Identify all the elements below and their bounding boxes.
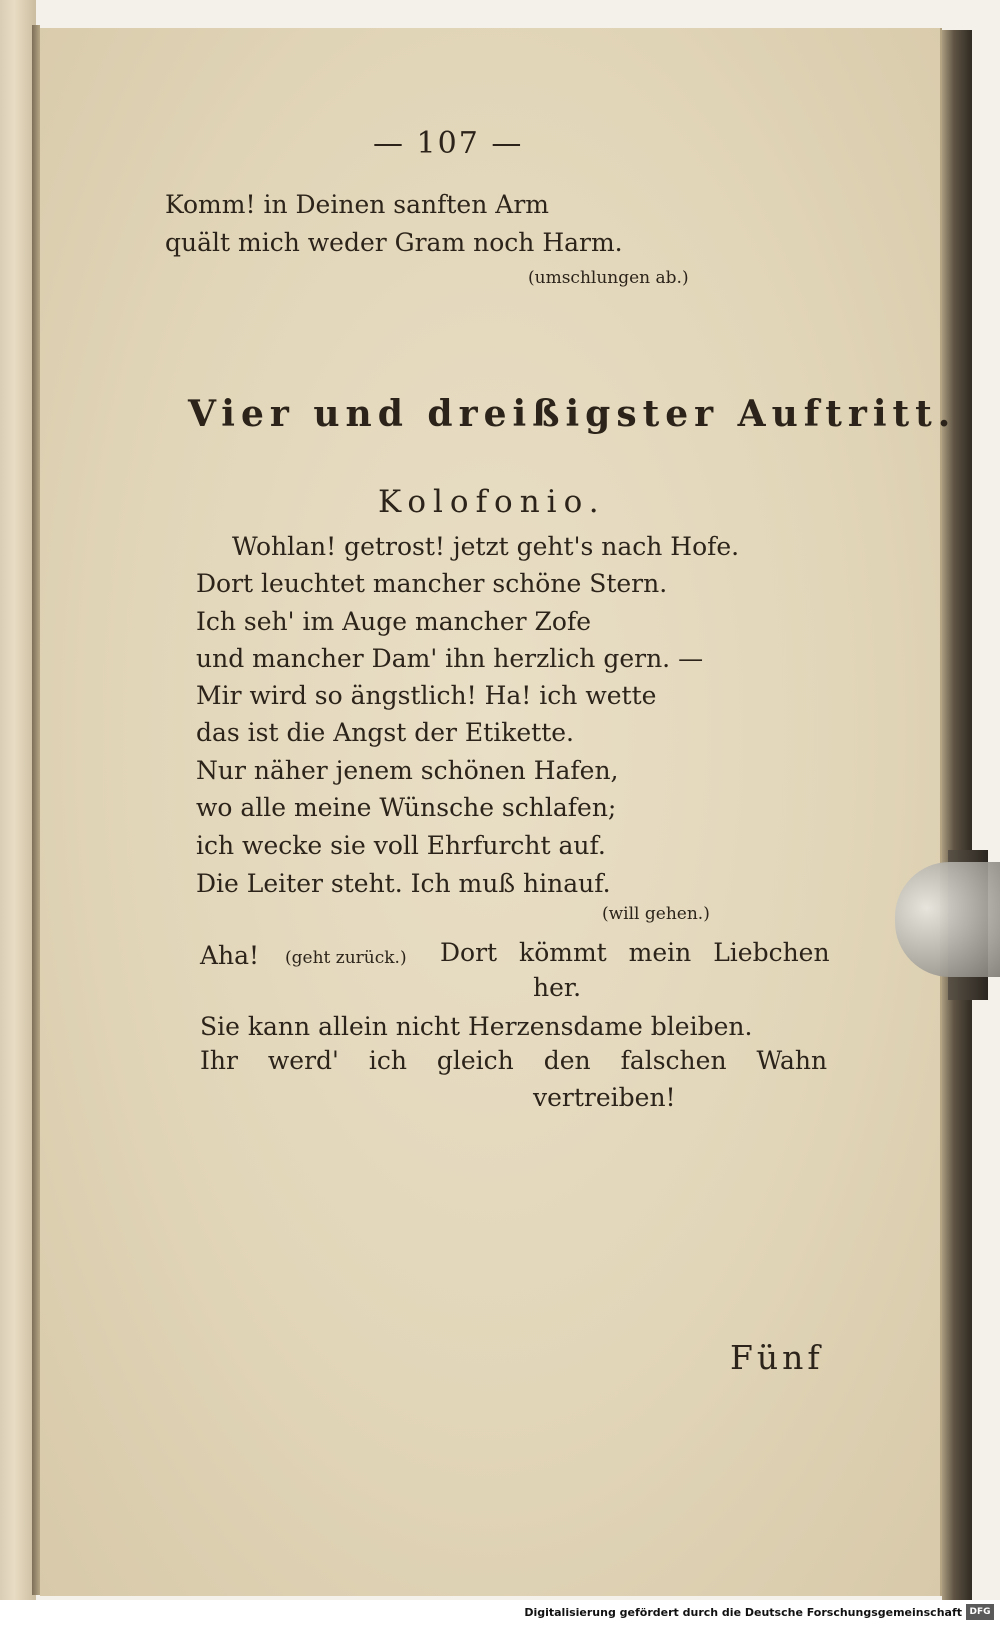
book-spine-left: [0, 0, 36, 1600]
verse-line: ich wecke sie voll Ehrfurcht auf.: [196, 831, 606, 860]
verse-line: das ist die Angst der Etikette.: [196, 718, 574, 747]
verse-line-continuation: her.: [533, 973, 582, 1002]
stage-direction-inline: (geht zurück.): [285, 948, 407, 968]
verse-line-aha-rest: Dort kömmt mein Liebchen: [440, 938, 830, 967]
verse-line-top-2: quält mich weder Gram noch Harm.: [165, 228, 623, 257]
scene-heading: Vier und dreißigster Auftritt.: [188, 393, 957, 435]
speaker-name: Kolofonio.: [378, 484, 606, 520]
verse-line: Wohlan! getrost! jetzt geht's nach Hofe.: [232, 532, 740, 561]
verse-line-top-1: Komm! in Deinen sanften Arm: [165, 190, 549, 219]
book-clip: [895, 862, 1000, 977]
page-number: — 107 —: [373, 126, 524, 161]
footer-credit: Digitalisierung gefördert durch die Deutsche Forschungsgemeinschaft: [524, 1606, 962, 1619]
verse-line-aha: Aha!: [200, 941, 260, 970]
book-gutter: [32, 25, 40, 1595]
verse-line: Mir wird so ängstlich! Ha! ich wette: [196, 681, 657, 710]
verse-line: Ich seh' im Auge mancher Zofe: [196, 607, 591, 636]
verse-line-continuation: vertreiben!: [533, 1083, 676, 1112]
verse-line: Dort leuchtet mancher schöne Stern.: [196, 569, 668, 598]
verse-line: und mancher Dam' ihn herzlich gern. —: [196, 644, 704, 673]
page-edge-right: [942, 30, 972, 1600]
verse-line: Die Leiter steht. Ich muß hinauf.: [196, 869, 611, 898]
verse-line: Sie kann allein nicht Herzensdame bleiben.: [200, 1012, 753, 1041]
stage-direction: (will gehen.): [602, 904, 710, 924]
verse-line: Nur näher jenem schönen Hafen,: [196, 756, 619, 785]
catchword: Fünf: [730, 1338, 824, 1377]
dfg-logo: DFG: [966, 1604, 994, 1620]
verse-line: wo alle meine Wünsche schlafen;: [196, 793, 617, 822]
stage-direction-top: (umschlungen ab.): [528, 268, 689, 288]
verse-line: Ihr werd' ich gleich den falschen Wahn: [200, 1046, 828, 1075]
